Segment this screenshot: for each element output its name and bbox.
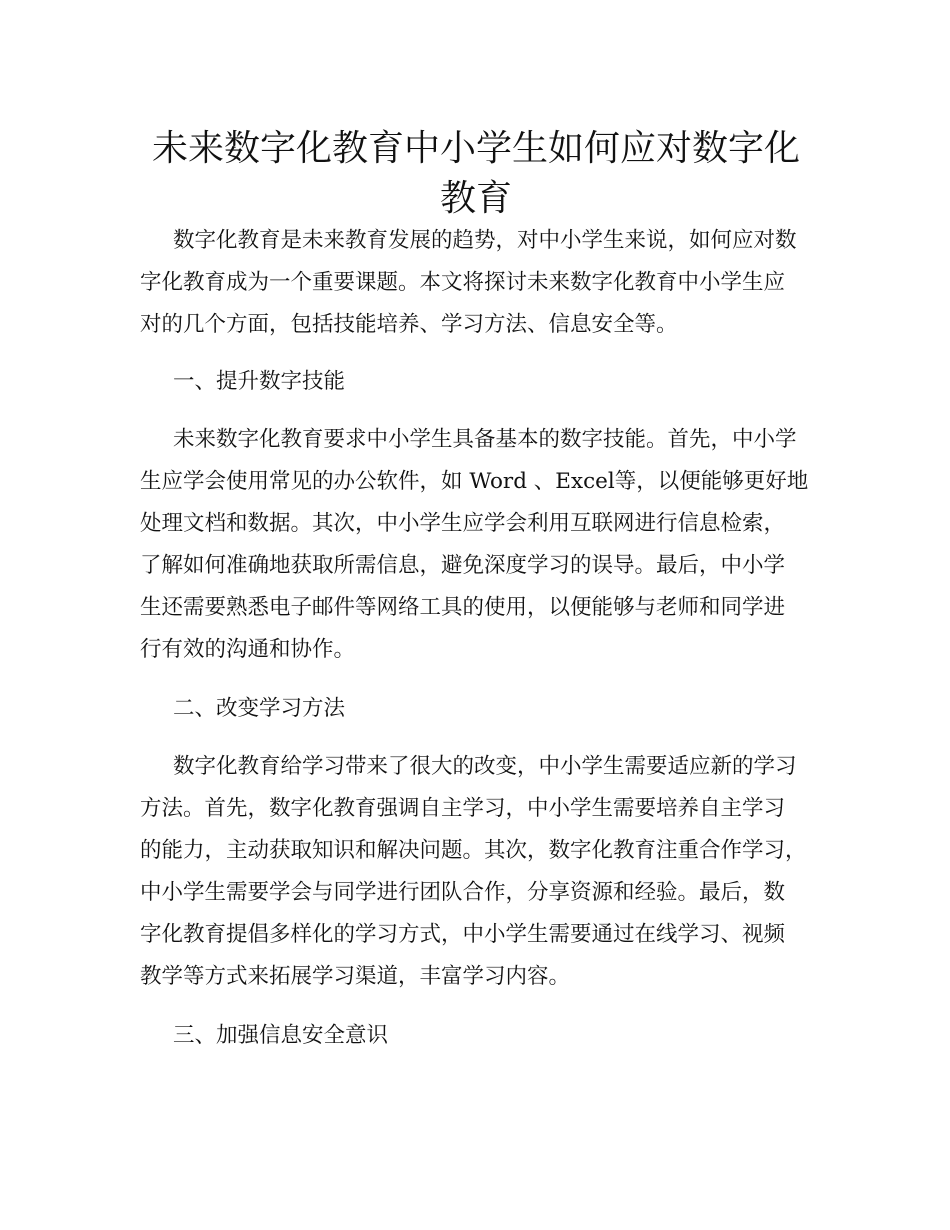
section2-line-2: 方法。首先，数字化教育强调自主学习，中小学生需要培养自主学习: [140, 796, 786, 821]
section2-line-3: 的能力，主动获取知识和解决问题。其次，数字化教育注重合作学习，: [140, 838, 807, 863]
section2-line-6: 教学等方式来拓展学习渠道，丰富学习内容。: [140, 964, 571, 989]
section1-line-6: 行有效的沟通和协作。: [140, 637, 356, 662]
section-heading-2: 二、改变学习方法: [173, 696, 346, 721]
section1-line-4: 了解如何准确地获取所需信息，避免深度学习的误导。最后，中小学: [140, 553, 786, 578]
section1-line-5: 生还需要熟悉电子邮件等网络工具的使用，以便能够与老师和同学进: [140, 595, 786, 620]
section-heading-3: 三、加强信息安全意识: [173, 1023, 389, 1048]
section2-line-5: 字化教育提倡多样化的学习方式，中小学生需要通过在线学习、视频: [140, 922, 786, 947]
section1-line-3: 处理文档和数据。其次，中小学生应学会利用互联网进行信息检索，: [140, 511, 786, 536]
section2-line-1: 数字化教育给学习带来了很大的改变，中小学生需要适应新的学习: [173, 754, 797, 779]
intro-line-3: 对的几个方面，包括技能培养、学习方法、信息安全等。: [140, 312, 678, 337]
intro-line-2: 字化教育成为一个重要课题。本文将探讨未来数字化教育中小学生应: [140, 270, 786, 295]
section1-line-2: 生应学会使用常见的办公软件，如 Word 、Excel等，以便能够更好地: [140, 469, 809, 494]
section-heading-1: 一、提升数字技能: [173, 369, 346, 394]
section2-line-4: 中小学生需要学会与同学进行团队合作，分享资源和经验。最后，数: [140, 880, 786, 905]
section1-line-1: 未来数字化教育要求中小学生具备基本的数字技能。首先，中小学: [173, 427, 797, 452]
document-title: 未来数字化教育中小学生如何应对数字化教育: [151, 128, 800, 220]
intro-line-1: 数字化教育是未来教育发展的趋势，对中小学生来说，如何应对数: [173, 228, 797, 253]
